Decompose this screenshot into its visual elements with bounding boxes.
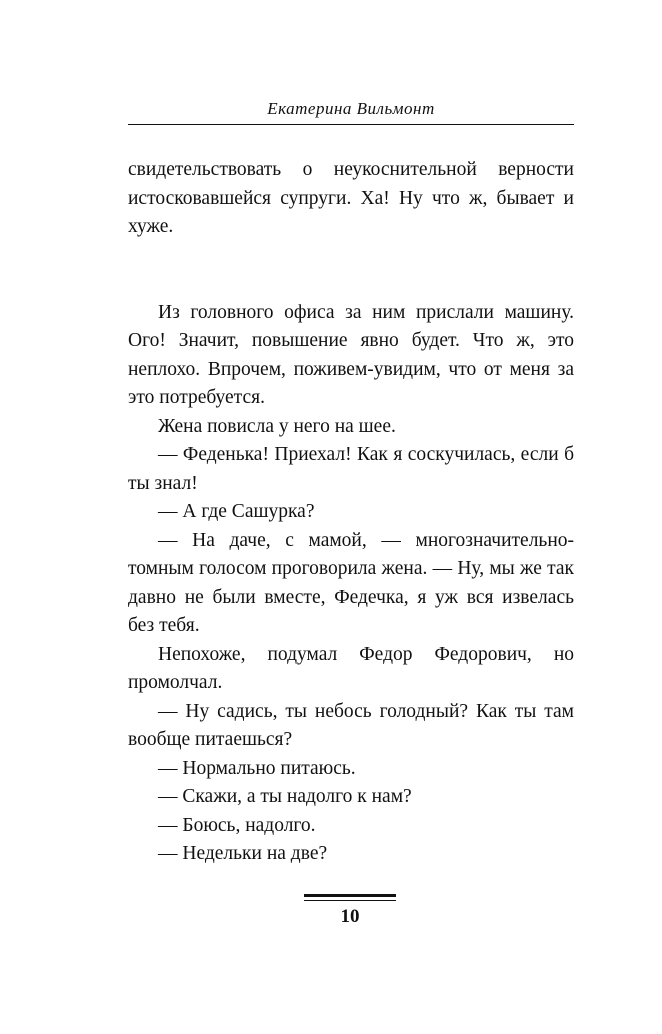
paragraph: Жена повисла у него на шее. — [158, 415, 396, 437]
paragraph: Непохоже, подумал Федор Федорович, но промолчал. — [128, 643, 574, 693]
dialogue-line: — Недельки на две? — [158, 843, 328, 864]
footer-rule — [304, 894, 396, 901]
dialogue-line: — Феденька! Приехал! Как я соскучилась, если б ты знал! — [128, 444, 574, 494]
dialogue-line: — Боюсь, надолго. — [158, 814, 316, 836]
body-text — [128, 156, 574, 869]
dialogue-line: — Скажи, а ты надолго к нам? — [158, 786, 412, 807]
paragraph-continued: свидетельствовать о неукоснительной верности истосковавшейся супруги. Ха! Ну что ж, бывает и хуже. — [128, 159, 574, 237]
paragraph: Из головного офиса за ним прислали машину. Ого! Значит, повышение явно будет. Что ж, это неплохо. Впрочем, поживем-увидим, что от меня за это потребуется. — [128, 301, 574, 408]
dialogue-line: — Нормально питаюсь. — [158, 757, 356, 779]
footer-rule-thin — [304, 900, 396, 901]
footer-rule-thick — [304, 894, 396, 897]
dialogue-line: — А где Сашурка? — [158, 501, 315, 522]
running-head: Екатерина Вильмонт — [267, 99, 435, 118]
dialogue-line: — На даче, с мамой, — многозначительно-томным голосом проговорила жена. — Ну, мы же так давно не были вместе, Федечка, я уж вся извелась без тебя. — [128, 529, 574, 636]
dialogue-line: — Ну садись, ты небось голодный? Как ты там вообще питаешься? — [128, 700, 574, 750]
section-break — [128, 242, 574, 299]
page-number: 10 — [340, 906, 360, 927]
header-rule — [128, 124, 574, 125]
